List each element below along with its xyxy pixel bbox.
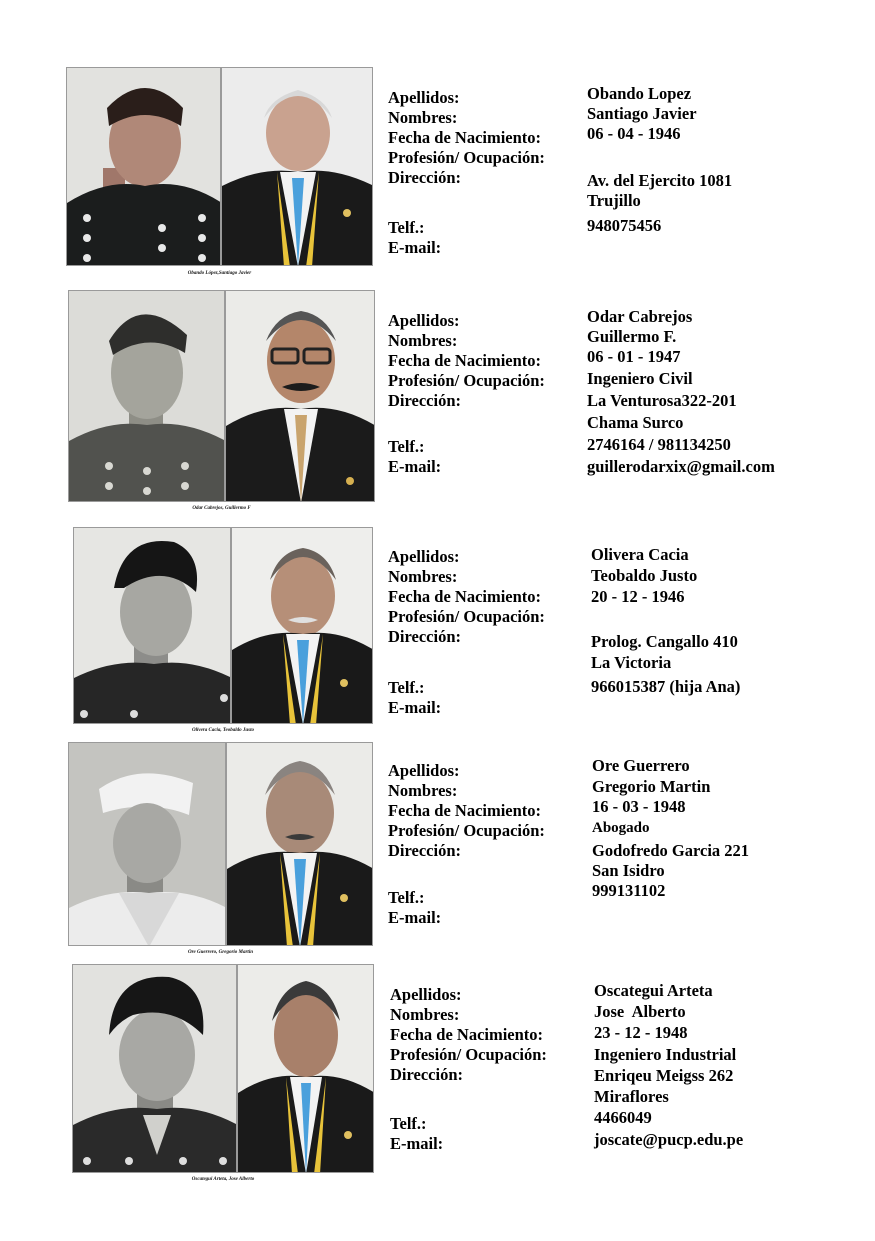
value-direccion-2: Chama Surco [587, 413, 684, 432]
value-email: joscate@pucp.edu.pe [594, 1130, 744, 1149]
value-direccion-2: La Victoria [591, 653, 672, 672]
value-apellidos: Ore Guerrero [592, 756, 690, 775]
value-direccion-2: Miraflores [594, 1087, 669, 1106]
label-telf: Telf.: [388, 888, 425, 907]
label-direccion: Dirección: [390, 1065, 464, 1084]
label-direccion: Dirección: [388, 168, 462, 187]
label-fecha: Fecha de Nacimiento: [390, 1025, 544, 1044]
value-email: guillerodarxix@gmail.com [587, 457, 775, 476]
value-fecha: 23 - 12 - 1948 [594, 1023, 688, 1042]
label-direccion: Dirección: [388, 627, 462, 646]
label-email: E-mail: [388, 908, 442, 927]
young-cadet-photo [68, 742, 226, 946]
value-nombres: Jose Alberto [594, 1002, 686, 1021]
label-telf: Telf.: [390, 1114, 427, 1133]
photo-caption: Obando López,Santiago Javier [187, 271, 252, 276]
value-fecha: 06 - 01 - 1947 [587, 347, 681, 366]
label-apellidos: Apellidos: [390, 985, 462, 1004]
label-profesion: Profesión/ Ocupación: [390, 1045, 547, 1064]
young-cadet-photo [68, 290, 225, 502]
value-profesion: Abogado [592, 820, 650, 836]
photo-caption: Ore Guerrero, Gregorio Martin [187, 950, 253, 955]
label-email: E-mail: [388, 457, 442, 476]
value-apellidos: Oscategui Arteta [594, 981, 713, 1000]
value-telf: 966015387 (hija Ana) [591, 677, 741, 696]
label-direccion: Dirección: [388, 391, 462, 410]
label-nombres: Nombres: [388, 781, 458, 800]
value-nombres: Santiago Javier [587, 104, 697, 123]
label-apellidos: Apellidos: [388, 88, 460, 107]
label-email: E-mail: [390, 1134, 444, 1153]
label-nombres: Nombres: [388, 567, 458, 586]
label-email: E-mail: [388, 698, 442, 717]
value-direccion-2: San Isidro [592, 861, 665, 880]
label-profesion: Profesión/ Ocupación: [388, 607, 545, 626]
label-apellidos: Apellidos: [388, 311, 460, 330]
value-fecha: 06 - 04 - 1946 [587, 124, 681, 143]
value-nombres: Teobaldo Justo [591, 566, 698, 585]
value-apellidos: Obando Lopez [587, 84, 692, 103]
value-direccion-1: Enriqeu Meigss 262 [594, 1066, 734, 1085]
recent-portrait-photo [237, 964, 374, 1173]
value-telf: 999131102 [592, 881, 666, 900]
value-telf: 948075456 [587, 216, 662, 235]
value-apellidos: Odar Cabrejos [587, 307, 693, 326]
photo-caption: Odar Cabrejos, Guillermo F [192, 506, 251, 511]
label-apellidos: Apellidos: [388, 547, 460, 566]
value-direccion-1: Prolog. Cangallo 410 [591, 632, 738, 651]
recent-portrait-photo [221, 67, 373, 266]
label-telf: Telf.: [388, 437, 425, 456]
label-email: E-mail: [388, 238, 442, 257]
young-cadet-photo [72, 964, 237, 1173]
value-nombres: Gregorio Martin [592, 777, 711, 796]
label-profesion: Profesión/ Ocupación: [388, 148, 545, 167]
recent-portrait-photo [226, 742, 373, 946]
value-profesion: Ingeniero Civil [587, 369, 693, 388]
value-direccion-1: Godofredo Garcia 221 [592, 841, 750, 860]
value-direccion-2: Trujillo [587, 191, 641, 210]
recent-portrait-photo [231, 527, 373, 724]
label-fecha: Fecha de Nacimiento: [388, 587, 542, 606]
value-telf: 2746164 / 981134250 [587, 435, 731, 454]
label-fecha: Fecha de Nacimiento: [388, 801, 542, 820]
label-fecha: Fecha de Nacimiento: [388, 351, 542, 370]
photo-caption: Olivera Cacia, Teobaldo Justo [191, 728, 255, 733]
label-profesion: Profesión/ Ocupación: [388, 371, 545, 390]
value-telf: 4466049 [594, 1108, 652, 1127]
label-nombres: Nombres: [390, 1005, 460, 1024]
value-nombres: Guillermo F. [587, 327, 677, 346]
photo-caption: Oscategui Arteta, Jose Alberto [191, 1177, 255, 1182]
value-direccion-1: La Venturosa322-201 [587, 391, 737, 410]
value-fecha: 20 - 12 - 1946 [591, 587, 685, 606]
value-profesion: Ingeniero Industrial [594, 1045, 737, 1064]
label-fecha: Fecha de Nacimiento: [388, 128, 542, 147]
label-nombres: Nombres: [388, 331, 458, 350]
label-nombres: Nombres: [388, 108, 458, 127]
label-profesion: Profesión/ Ocupación: [388, 821, 545, 840]
young-cadet-photo [73, 527, 231, 724]
label-telf: Telf.: [388, 218, 425, 237]
label-apellidos: Apellidos: [388, 761, 460, 780]
label-telf: Telf.: [388, 678, 425, 697]
young-cadet-photo [66, 67, 221, 266]
value-fecha: 16 - 03 - 1948 [592, 797, 686, 816]
value-apellidos: Olivera Cacia [591, 545, 689, 564]
recent-portrait-photo [225, 290, 375, 502]
value-direccion-1: Av. del Ejercito 1081 [587, 171, 733, 190]
label-direccion: Dirección: [388, 841, 462, 860]
